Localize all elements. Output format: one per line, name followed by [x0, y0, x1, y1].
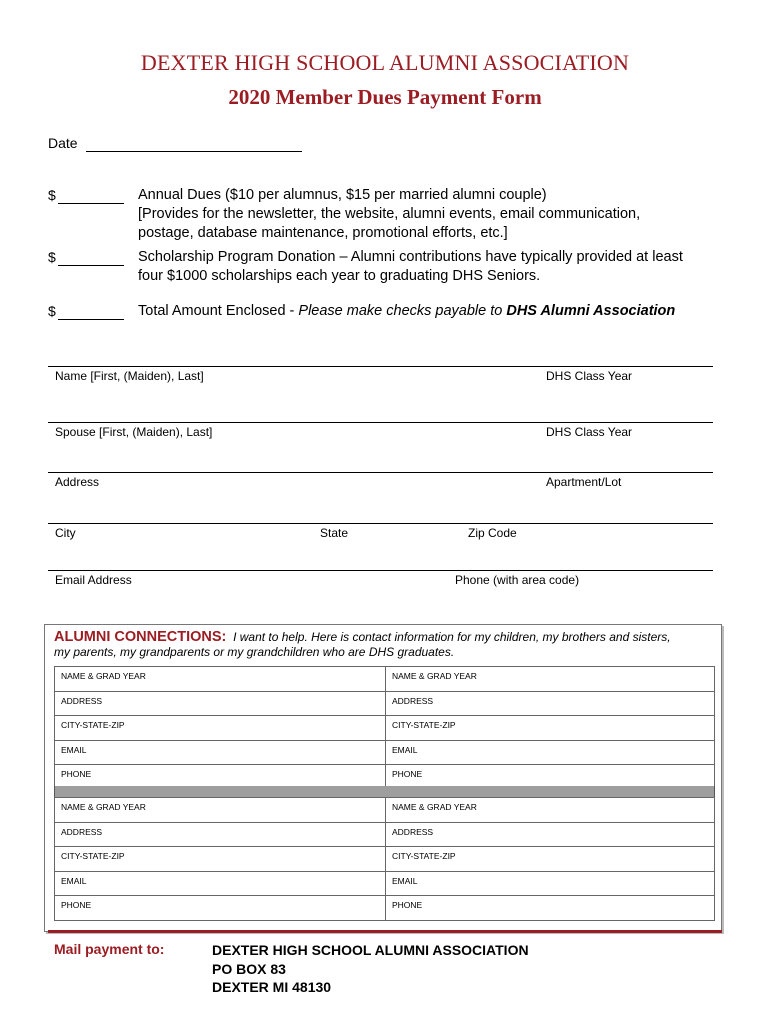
connections-table-1 — [54, 666, 715, 790]
zip-field-label: Zip Code — [468, 526, 517, 540]
total-dollar: $ — [48, 303, 56, 319]
annual-dues-amount-field[interactable] — [58, 190, 124, 204]
city-field-label: City — [55, 526, 76, 540]
scholarship-dollar: $ — [48, 249, 56, 265]
mail-payment-label: Mail payment to: — [54, 941, 165, 957]
annual-dues-dollar: $ — [48, 187, 56, 203]
table-cell[interactable]: NAME & GRAD YEAR — [55, 667, 386, 692]
date-label: Date — [48, 135, 78, 151]
table-cell[interactable]: CITY-STATE-ZIP — [55, 847, 386, 872]
table-cell[interactable]: ADDRESS — [386, 822, 715, 847]
connections-table-2 — [54, 797, 715, 921]
table-cell[interactable]: PHONE — [386, 896, 715, 921]
table-cell[interactable]: PHONE — [386, 765, 715, 790]
table-cell[interactable]: NAME & GRAD YEAR — [55, 798, 386, 823]
name-field-label: Name [First, (Maiden), Last] — [55, 369, 204, 383]
phone-field-label: Phone (with area code) — [455, 573, 580, 587]
table-cell[interactable]: ADDRESS — [55, 822, 386, 847]
apartment-field-label: Apartment/Lot — [546, 475, 622, 489]
spouse-class-year-label: DHS Class Year — [546, 425, 633, 439]
mail-divider — [48, 930, 722, 933]
annual-dues-description: Annual Dues ($10 per alumnus, $15 per married alumni couple) [Provides for the newsletter, the website, alumni events, email communication, postage, database maintenance, promotional efforts, etc.] — [138, 187, 641, 241]
form-subtitle: 2020 Member Dues Payment Form — [228, 85, 542, 109]
scholarship-description: Scholarship Program Donation – Alumni contributions have typically provided at least four $1000 scholarships each year to graduating DHS Seniors. — [138, 249, 683, 284]
mail-address: DEXTER HIGH SCHOOL ALUMNI ASSOCIATION PO BOX 83 DEXTER MI 48130 — [212, 942, 529, 995]
table-row — [55, 798, 715, 823]
table-separator — [54, 786, 715, 797]
table-row — [55, 716, 715, 741]
scholarship-amount-field[interactable] — [58, 252, 124, 266]
table-row — [55, 847, 715, 872]
table-cell[interactable]: ADDRESS — [386, 691, 715, 716]
table-cell[interactable]: NAME & GRAD YEAR — [386, 667, 715, 692]
date-field[interactable] — [86, 137, 302, 152]
address-field-label: Address — [55, 475, 100, 489]
table-cell[interactable]: PHONE — [55, 765, 386, 790]
form-title: DEXTER HIGH SCHOOL ALUMNI ASSOCIATION — [140, 50, 630, 75]
class-year-label: DHS Class Year — [546, 369, 633, 383]
table-cell[interactable]: ADDRESS — [55, 691, 386, 716]
table-cell[interactable]: CITY-STATE-ZIP — [386, 716, 715, 741]
table-cell[interactable]: EMAIL — [386, 871, 715, 896]
total-amount-field[interactable] — [58, 306, 124, 320]
table-cell[interactable]: EMAIL — [386, 740, 715, 765]
table-cell[interactable]: EMAIL — [55, 740, 386, 765]
email-field-label: Email Address — [55, 573, 132, 587]
state-field-label: State — [320, 526, 349, 540]
table-row — [55, 691, 715, 716]
alumni-connections-heading: ALUMNI CONNECTIONS: I want to help. Here is contact information for my children, my brothers and sisters, my parents, my grandparents or my grandchildren who are DHS graduates. — [54, 629, 671, 659]
table-row — [55, 822, 715, 847]
table-cell[interactable]: NAME & GRAD YEAR — [386, 798, 715, 823]
table-row — [55, 871, 715, 896]
table-row — [55, 667, 715, 692]
table-cell[interactable]: PHONE — [55, 896, 386, 921]
table-cell[interactable]: CITY-STATE-ZIP — [386, 847, 715, 872]
table-row — [55, 896, 715, 921]
table-cell[interactable]: EMAIL — [55, 871, 386, 896]
total-description: Total Amount Enclosed - Please make checks payable to DHS Alumni Association — [138, 303, 676, 319]
table-row — [55, 740, 715, 765]
spouse-field-label: Spouse [First, (Maiden), Last] — [55, 425, 213, 439]
table-cell[interactable]: CITY-STATE-ZIP — [55, 716, 386, 741]
